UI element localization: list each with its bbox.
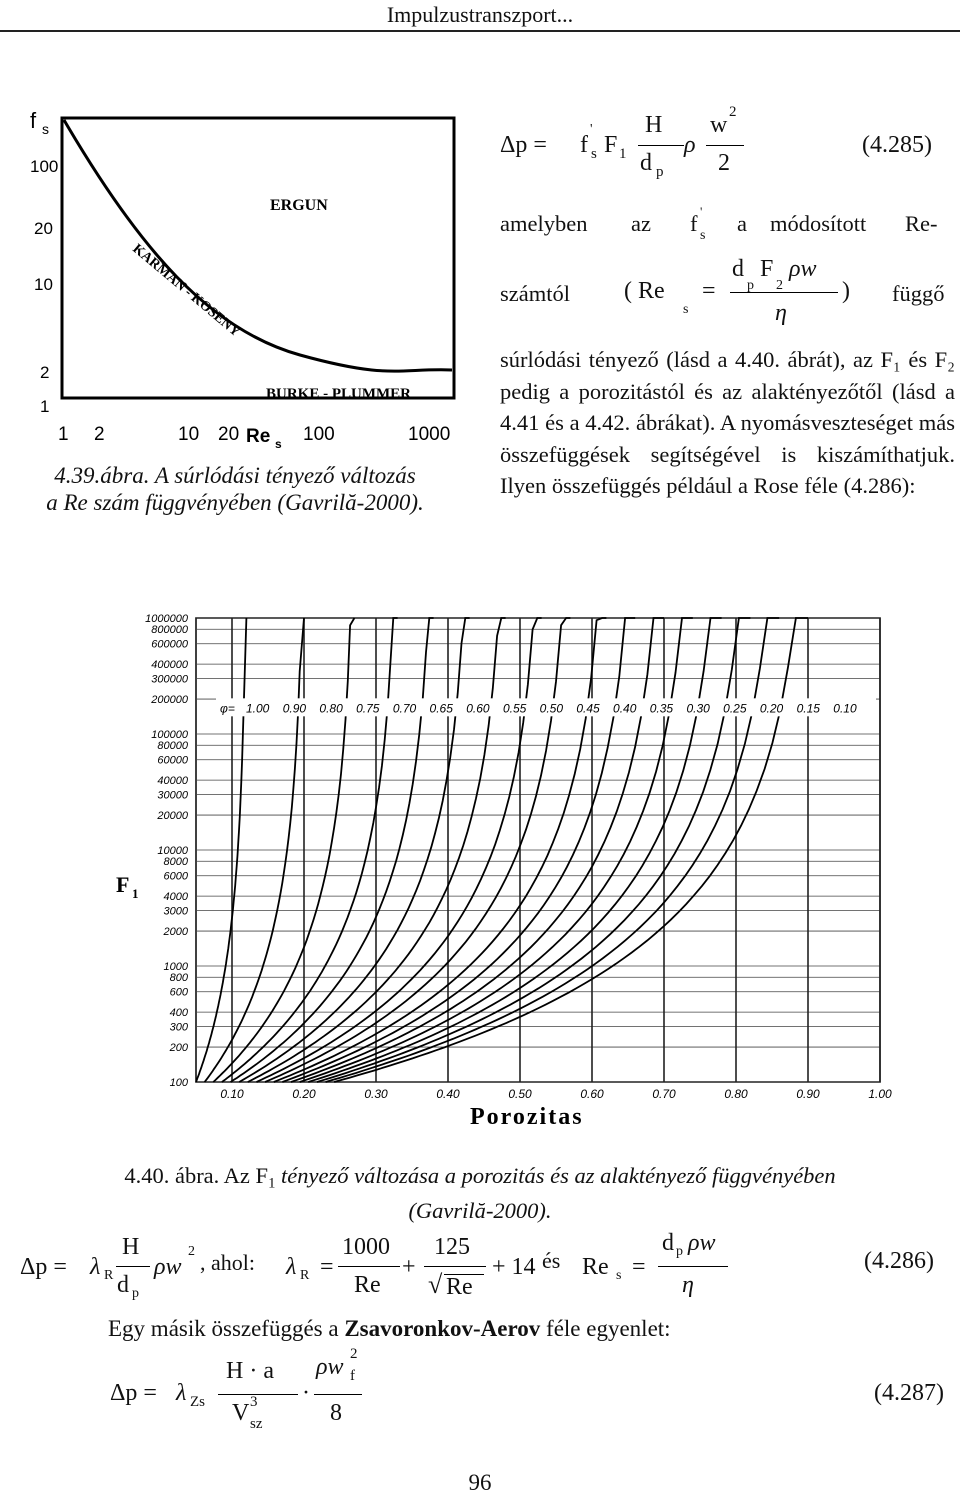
eq287-w-sup: 2 [350,1346,358,1362]
fig40-caption-text: tényező változása a porozitás és az alaktényező függvényében [275,1163,836,1188]
fig40-xtick-label: 0.10 [220,1087,244,1101]
text-line-1 [500,204,950,243]
fig40-y-ticks [145,613,189,1089]
fig39-ytick: 2 [40,363,50,382]
eq287-lhs: Δp = [110,1380,157,1406]
re-numerator-sub: p [747,278,754,293]
eq286-number: (4.286) [864,1248,934,1274]
fig40-phi-label: 0.10 [833,701,857,716]
eq286-lambda: λ [90,1254,101,1280]
re-numerator: d [732,256,744,282]
eq286-eq: = [320,1254,334,1280]
fig39-label-karman: KARMAN - KOSENY [129,241,243,341]
fig39-caption-author: Gavrilă [285,490,357,515]
fig40-x-title: Porozitas [470,1104,584,1130]
fig40-ytick-label: 20000 [157,810,188,823]
re-fraction-bar [730,292,838,293]
fig39-xtick: 1 [58,424,69,445]
figure-4-39-caption [0,462,470,516]
eq287-rhow: ρw [316,1354,344,1380]
eq286-fraction-bar [116,1266,150,1267]
fig39-caption-text: 4.39.ábra. A súrlódási tényező változás [54,463,416,488]
eq286-eta: η [682,1272,694,1298]
eq285-number: (4.285) [862,132,932,158]
eq286-fraction-bar [424,1266,486,1267]
eq286-Re: Re [354,1272,381,1298]
fig39-xtick: 2 [94,424,105,445]
eq287-V: V [232,1400,250,1426]
eq287-number: (4.287) [874,1380,944,1406]
eq286-sqrt-Re: Re [446,1274,473,1300]
header-rule [0,30,960,32]
fig40-xtick-label: 0.90 [796,1087,820,1101]
fig40-ytick-label: 40000 [157,775,188,788]
fig40-phi-label: 0.30 [686,701,710,716]
eq286-plus: + [402,1254,416,1280]
fig40-phi-label: 0.80 [319,701,343,716]
eq286-rhow: ρw [154,1254,182,1280]
text-word: függő [892,281,945,306]
re-definition-close: ) [842,278,850,304]
fig40-ytick-label: 3000 [163,905,188,918]
eq285-d-sub: p [656,164,664,180]
eq286-lambda-sub: R [104,1268,114,1283]
fig40-phi-label: 0.60 [466,701,490,716]
fig39-xtick: 100 [303,424,335,445]
eq286-Res-sub: s [616,1268,622,1283]
fig40-ytick-label: 300000 [151,673,188,686]
sentence-zsavoronkov [108,1316,671,1342]
fig39-ytick: 20 [34,219,53,238]
fig40-phi-labels [216,698,876,716]
eq287-eight: 8 [330,1400,342,1426]
eq285-fraction-bar [638,145,684,146]
fig39-frame [62,118,454,398]
figure-4-39 [20,100,470,460]
eq286-lambda-sub: R [300,1268,310,1283]
fig40-phi-label: 0.20 [759,701,784,716]
text-word: amelyben [500,211,588,236]
re-definition-eq: = [702,278,716,304]
eq286-dp-rhow: ρw [688,1230,716,1256]
running-header: Impulzustranszport... [386,2,574,27]
eq287-lambda-sub: Zs [190,1394,205,1410]
text-word: számtól [500,281,570,306]
text-line-2 [500,252,950,352]
fig40-ytick-label: 200000 [151,694,188,707]
eq286-ahol: , ahol: [200,1250,255,1275]
eq285-prime: ' [590,122,593,137]
eq286-eq: = [632,1254,646,1280]
fig40-ytick-label: 4000 [163,891,188,904]
fig40-ytick-label: 300 [169,1021,188,1034]
fig40-y-label-sub: 1 [132,886,139,901]
fig40-phi-label: 0.35 [649,701,674,716]
text-fs: f [690,211,698,236]
eq285-w-sup: 2 [729,104,737,120]
fig40-ytick-label: 600 [169,986,188,999]
fig40-ytick-label: 10000 [157,845,188,857]
fig40-ytick-label: 100 [169,1077,188,1089]
fig40-ytick-label: 6000 [163,870,188,883]
fig40-ytick-label: 400 [169,1007,188,1020]
fig40-phi-label: 0.55 [502,701,527,716]
eq286-d: d [117,1272,129,1298]
text-fs-sub: s [700,228,706,243]
fig40-xtick-label: 0.70 [652,1087,676,1101]
fig40-ytick-label: 400000 [151,659,188,672]
fig39-label-burke: BURKE - PLUMMER [266,386,411,402]
fig39-ytick: 1 [40,397,50,416]
eq287-fraction-bar [218,1394,298,1395]
fig40-xtick-label: 0.20 [292,1087,316,1101]
eq286-fraction-bar [658,1266,728,1267]
fig40-xtick-label: 0.60 [580,1087,604,1101]
fig39-x-label: Re [246,426,271,447]
fig40-ytick-label: 60000 [157,754,188,767]
eq285-f: f [580,132,588,158]
fig40-phi-prefix: φ= [220,701,235,716]
figure-4-40-caption [0,1162,960,1224]
re-definition-sub: s [683,302,689,317]
fig39-x-label-sub: s [275,437,282,451]
fig40-ytick-label: 8000 [163,856,188,869]
fig39-ytick: 10 [34,275,53,294]
fig40-ytick-label: 1000000 [145,613,188,625]
eq285-w: w [710,112,728,138]
fig39-ytick: 100 [30,157,59,176]
text-fs-prime: ' [700,204,703,219]
eq285-F1-sub: 1 [619,146,627,162]
eq287-V-sup: 3 [250,1394,258,1410]
fig40-xtick-label: 0.40 [436,1087,460,1101]
equation-4-287 [110,1346,950,1450]
fig40-caption-sub: 1 [268,1175,276,1192]
fig40-xtick-label: 0.30 [364,1087,388,1101]
re-numerator: F [760,256,774,282]
eq287-dot: · [302,1380,310,1406]
fig39-y-label-sub: s [42,121,49,137]
fig40-phi-label: 0.65 [429,701,453,716]
fig39-caption-text: -2000). [356,490,424,515]
fig40-x-ticks [220,1087,892,1101]
fig40-xtick-label: 0.80 [724,1087,748,1101]
eq286-lambda: λ [286,1254,297,1280]
text-word: az [631,211,651,236]
figure-4-40 [100,610,910,1130]
fig40-ytick-label: 200 [169,1042,188,1055]
eq285-fraction-bar [706,145,744,146]
sentence-text: Egy másik összefüggés a [108,1316,345,1341]
page-number: 96 [468,1470,492,1495]
fig39-xtick: 20 [218,424,240,445]
eq286-plus14: + 14 [492,1254,536,1280]
fig40-ytick-label: 30000 [157,789,188,802]
eq286-dp-sub: p [676,1244,683,1259]
text-word: Re- [905,211,938,236]
eq285-F1: F [604,132,618,158]
equation-4-286 [20,1230,940,1310]
eq287-fraction-bar [314,1394,362,1395]
fig40-caption-text: -2000). [485,1198,552,1224]
fig40-ytick-label: 100000 [151,729,188,741]
eq285-rho: ρ [684,132,696,158]
fig40-ytick-label: 800 [169,972,188,985]
re-numerator: ρw [789,256,817,282]
text-word: módosított [770,211,867,236]
eq287-V-sub: sz [250,1416,263,1432]
eq285-f-sub: s [591,146,597,162]
fig40-phi-label: 0.15 [796,701,820,716]
eq286-Res: Re [582,1254,609,1280]
fig40-phi-label: 0.70 [392,701,417,716]
fig40-caption-author: (Gavrilă [408,1198,486,1224]
fig39-label-ergun: ERGUN [270,197,328,214]
eq286-w-sup: 2 [188,1244,195,1259]
fig40-phi-label: 0.90 [282,701,307,716]
sentence-bold: Zsavoronkov-Aerov [344,1316,541,1341]
eq286-125: 125 [434,1234,470,1260]
fig40-caption-text: 4.40. ábra. Az F [124,1163,269,1188]
fig39-caption-text: a Re szám függvényében ( [46,490,286,515]
eq286-1000: 1000 [342,1234,390,1260]
eq287-w-sub: f [350,1368,355,1384]
re-definition: ( Re [624,278,665,304]
fig39-xtick: 1000 [408,424,451,445]
eq286-sqrt-sign: √ [428,1270,443,1299]
fig40-xtick-label: 0.50 [508,1087,532,1101]
fig40-ytick-label: 2000 [163,926,188,939]
fig40-y-label: F [116,872,130,897]
eq287-lambda: λ [176,1380,187,1406]
re-numerator-sub: 2 [776,278,783,293]
fig40-phi-label: 1.00 [246,701,270,716]
eq285-d: d [640,150,652,176]
fig40-ytick-label: 80000 [157,740,188,753]
fig40-xtick-label: 1.00 [868,1087,892,1101]
text-word: a [737,211,747,236]
fig40-phi-label: 0.40 [613,701,637,716]
equation-4-285 [500,104,940,190]
fig40-phi-label: 0.45 [576,701,600,716]
eq286-fraction-bar [338,1266,400,1267]
fig40-ytick-label: 600000 [151,638,188,651]
fig40-ytick-label: 800000 [151,624,188,637]
paragraph: súrlódási tényező (lásd a 4.40. ábrát), az F₁ és F₂ pedig a porozitástól és az alaktényezőtől (lásd a 4.41 és a 4.42. ábrákat). A nyomásveszteséget más összefüggések segítségével is kiszámíthatjuk. Ilyen összefüggés például a Rose féle (4.286): [500,347,955,498]
fig39-y-label: f [30,108,37,133]
fig39-xtick: 10 [178,424,200,445]
eq286-es: és [542,1248,561,1273]
eq286-d-sub: p [132,1286,139,1301]
eq286-lhs: Δp = [20,1254,67,1280]
fig40-ytick-label: 1000 [163,961,188,973]
fig39-curve [64,120,452,371]
eq287-Ha: H · a [226,1358,274,1384]
sentence-text: féle egyenlet: [540,1316,671,1341]
eq285-H: H [645,112,663,138]
fig40-phi-label: 0.50 [539,701,564,716]
fig40-phi-label: 0.25 [723,701,747,716]
re-denominator: η [775,300,787,326]
eq285-lhs: Δp = [500,132,547,158]
eq286-H: H [122,1234,140,1260]
fig40-phi-label: 0.75 [356,701,380,716]
eq285-two: 2 [718,150,730,176]
eq286-dp: d [662,1230,674,1256]
